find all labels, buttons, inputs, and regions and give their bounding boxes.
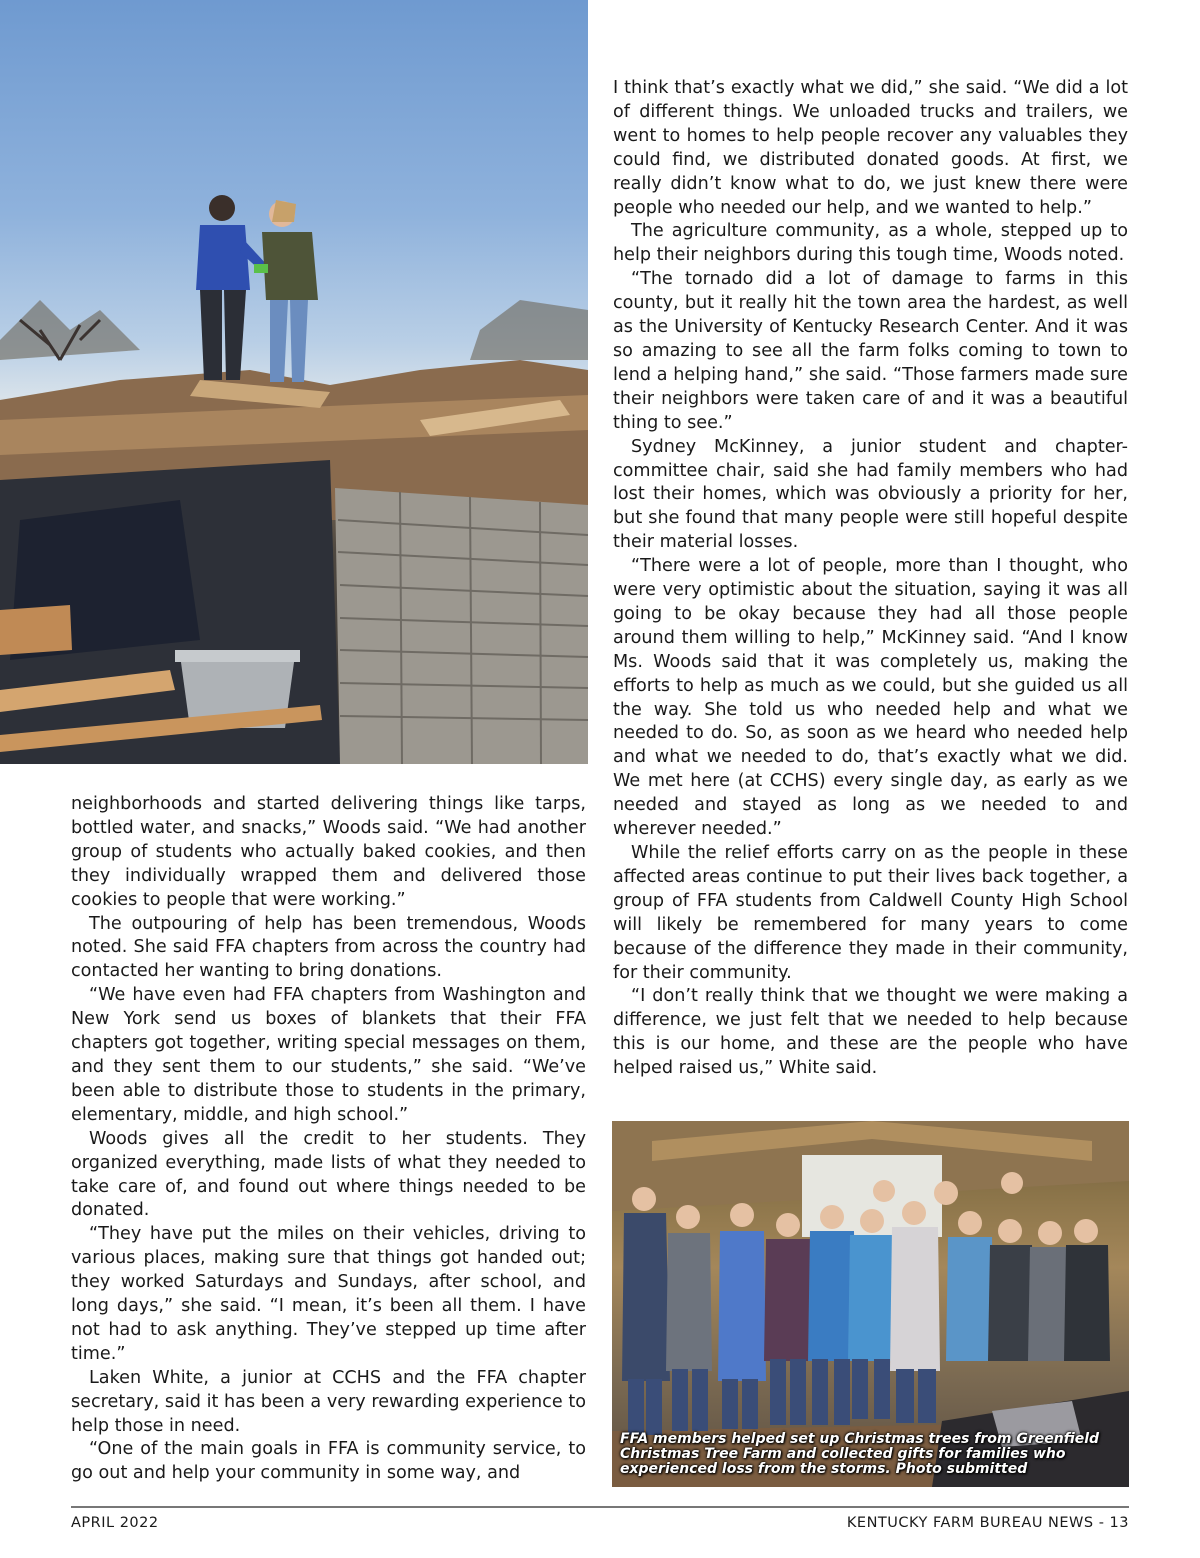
paragraph: I think that’s exactly what we did,” she said. “We did a lot of different things. We unloaded trucks and trailers, we went to homes to help people recover any valuables they could find, we distributed donated goods. At first, we really didn’t know what to do, we just knew there were people who needed our help, and we wanted to help.”	[613, 78, 1128, 218]
photo-caption: FFA members helped set up Christmas trees from Greenfield Christmas Tree Farm and collected gifts for families who experienced loss from the storms. Photo submitted	[620, 1431, 1100, 1477]
paragraph: The agriculture community, as a whole, stepped up to help their neighbors during this tough time, Woods noted.	[613, 221, 1128, 266]
group-of-students	[622, 1172, 1110, 1435]
paragraph: Sydney McKinney, a junior student and chapter-committee chair, said she had family members who had lost their homes, which was obviously a priority for her, but she found that many people were still hopeful despite their material losses.	[613, 436, 1128, 553]
paragraph: The outpouring of help has been tremendous, Woods noted. She said FFA chapters from across the country had contacted her wanting to bring donations.	[71, 913, 586, 982]
article-right-column	[613, 77, 1128, 1081]
footer-publication: KENTUCKY FARM BUREAU NEWS - 13	[846, 1515, 1129, 1531]
person-left	[196, 195, 268, 380]
footer-divider	[71, 1506, 1129, 1508]
paragraph: Laken White, a junior at CCHS and the FFA chapter secretary, said it has been a very rewarding experience to help those in need.	[71, 1367, 586, 1436]
paragraph: “I don’t really think that we thought we were making a difference, we just felt that we needed to help because this is our home, and these are the people who have helped raised us,” White said.	[613, 986, 1128, 1079]
paragraph: While the relief efforts carry on as the people in these affected areas continue to put their lives back together, a group of FFA students from Caldwell County High School will likely be remembered for many years to come because of the difference they made in their community, for their community.	[613, 843, 1128, 983]
paragraph: “There were a lot of people, more than I thought, who were very optimistic about the situation, saying it was all going to be okay because they had all those people around them willing to help,” McKinney said. “And I know Ms. Woods said that it was completely us, making the efforts to help as much as we could, but she guided us all the way. She told us who needed help and what we needed to do. So, as soon as we heard who needed help and what we needed to do, that’s exactly what we did. We met here (at CCHS) every single day, as early as we needed and stayed as long as we needed to and wherever needed.”	[613, 556, 1128, 840]
ffa-members-group-photo	[612, 1121, 1129, 1487]
article-left-column	[71, 793, 586, 1486]
paragraph: “The tornado did a lot of damage to farms in this county, but it really hit the town area the hardest, as well as the University of Kentucky Research Center. And it was so amazing to see all the farm folks coming to town to lend a helping hand,” she said. “Those farmers made sure their neighbors were taken care of and it was a beautiful thing to see.”	[613, 269, 1128, 433]
tornado-damage-photo	[0, 0, 588, 764]
tornado-damage-illustration	[0, 0, 588, 764]
paragraph: Woods gives all the credit to her students. They organized everything, made lists of what they needed to take care of, and found out where things needed to be donated.	[71, 1128, 586, 1221]
paragraph: neighborhoods and started delivering things like tarps, bottled water, and snacks,” Woods said. “We had another group of students who actually baked cookies, and then they individually wrapped them and delivered those cookies to people that were working.”	[71, 794, 586, 910]
footer-date: APRIL 2022	[71, 1515, 159, 1531]
paragraph: “They have put the miles on their vehicles, driving to various places, making sure that things got handed out; they worked Saturdays and Sundays, after school, and long days,” she said. “I mean, it’s been all them. I have not had to ask anything. They’ve stepped up time after time.”	[71, 1224, 586, 1364]
paragraph: “One of the main goals in FFA is community service, to go out and help your community in some way, and	[71, 1439, 586, 1484]
person-right	[254, 200, 318, 382]
paragraph: “We have even had FFA chapters from Washington and New York send us boxes of blankets that their FFA chapters got together, writing special messages on them, and they sent them to our students,” she said. “We’ve been able to distribute those to students in the primary, elementary, middle, and high school.”	[71, 985, 586, 1125]
